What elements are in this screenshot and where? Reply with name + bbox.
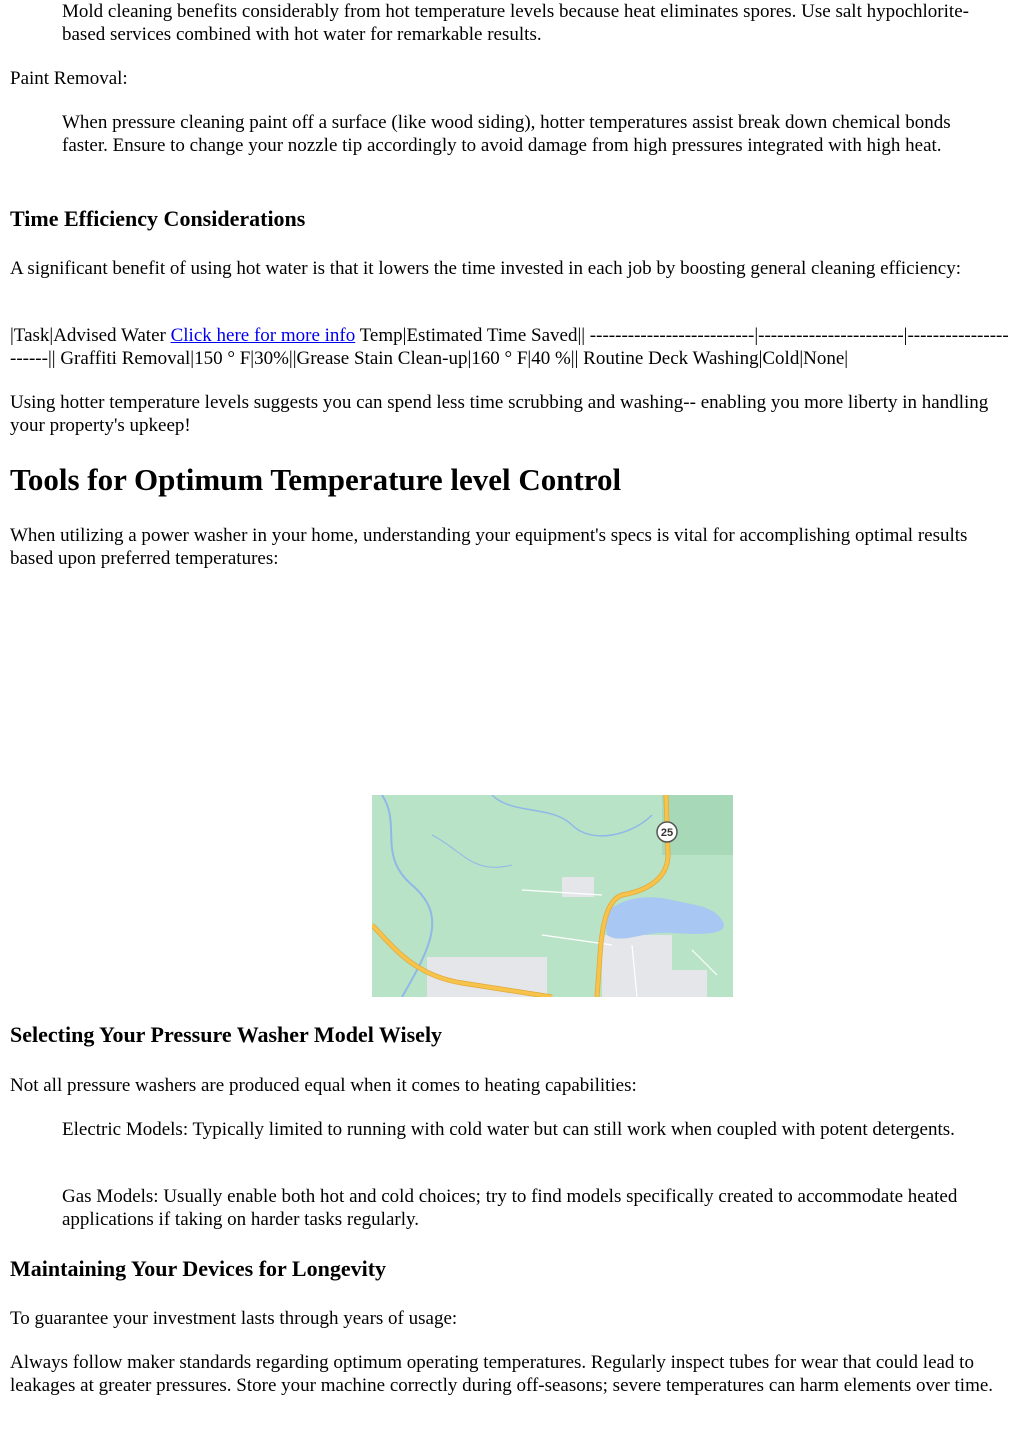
map-graphic <box>372 795 733 997</box>
embedded-map[interactable] <box>372 795 733 997</box>
electric-models-paragraph: Electric Models: Typically limited to running with cold water but can still work when coupled with potent detergents. <box>62 1119 955 1140</box>
temperature-table-text <box>10 324 1010 370</box>
parcel <box>602 935 672 997</box>
gas-models-paragraph: Gas Models: Usually enable both hot and cold choices; try to find models specifically created to accommodate heated applications if taking on harder tasks regularly. <box>62 1186 958 1230</box>
table-text-end: Temp|Estimated Time Saved|| --------------------------|-----------------------|----------------------|| Graffiti Removal|150 ° F|30%||Grease Stain Clean-up|160 ° F|40 %|| Routine Deck Washing|Cold|None| <box>10 325 1009 369</box>
selecting-intro: Not all pressure washers are produced equal when it comes to heating capabilities: <box>10 1075 637 1096</box>
time-efficiency-heading: Time Efficiency Considerations <box>10 206 306 231</box>
route-shield-label: 25 <box>660 827 674 839</box>
tools-paragraph: When utilizing a power washer in your home, understanding your equipment's specs is vital for accomplishing optimal results based upon preferred temperatures: <box>10 525 968 569</box>
maintaining-intro: To guarantee your investment lasts through years of usage: <box>10 1308 458 1329</box>
parcel <box>672 970 707 997</box>
paint-removal-label: Paint Removal: <box>10 68 128 89</box>
table-text-start: |Task|Advised Water <box>10 325 171 346</box>
mold-cleaning-paragraph: Mold cleaning benefits considerably from hot temperature levels because heat eliminates spores. Use salt hypochlorite-based services combined with hot water for remarkable results. <box>62 1 969 45</box>
hotter-temperatures-paragraph: Using hotter temperature levels suggests you can spend less time scrubbing and washing-- enabling you more liberty in handling your property's upkeep! <box>10 392 989 436</box>
time-efficiency-intro: A significant benefit of using hot water is that it lowers the time invested in each job by boosting general cleaning efficiency: <box>10 258 961 279</box>
maintaining-paragraph: Always follow maker standards regarding optimum operating temperatures. Regularly inspect tubes for wear that could lead to leakages at greater pressures. Store your machine correctly during off-seasons; severe temperatures can harm elements over time. <box>10 1352 994 1396</box>
more-info-link[interactable]: Click here for more info <box>170 325 356 346</box>
tools-heading: Tools for Optimum Temperature level Control <box>10 462 622 497</box>
selecting-heading: Selecting Your Pressure Washer Model Wisely <box>10 1022 443 1047</box>
paint-removal-paragraph: When pressure cleaning paint off a surface (like wood siding), hotter temperatures assist break down chemical bonds faster. Ensure to change your nozzle tip accordingly to avoid damage from high pressures integrated with high heat. <box>62 112 951 156</box>
maintaining-heading: Maintaining Your Devices for Longevity <box>10 1256 387 1281</box>
